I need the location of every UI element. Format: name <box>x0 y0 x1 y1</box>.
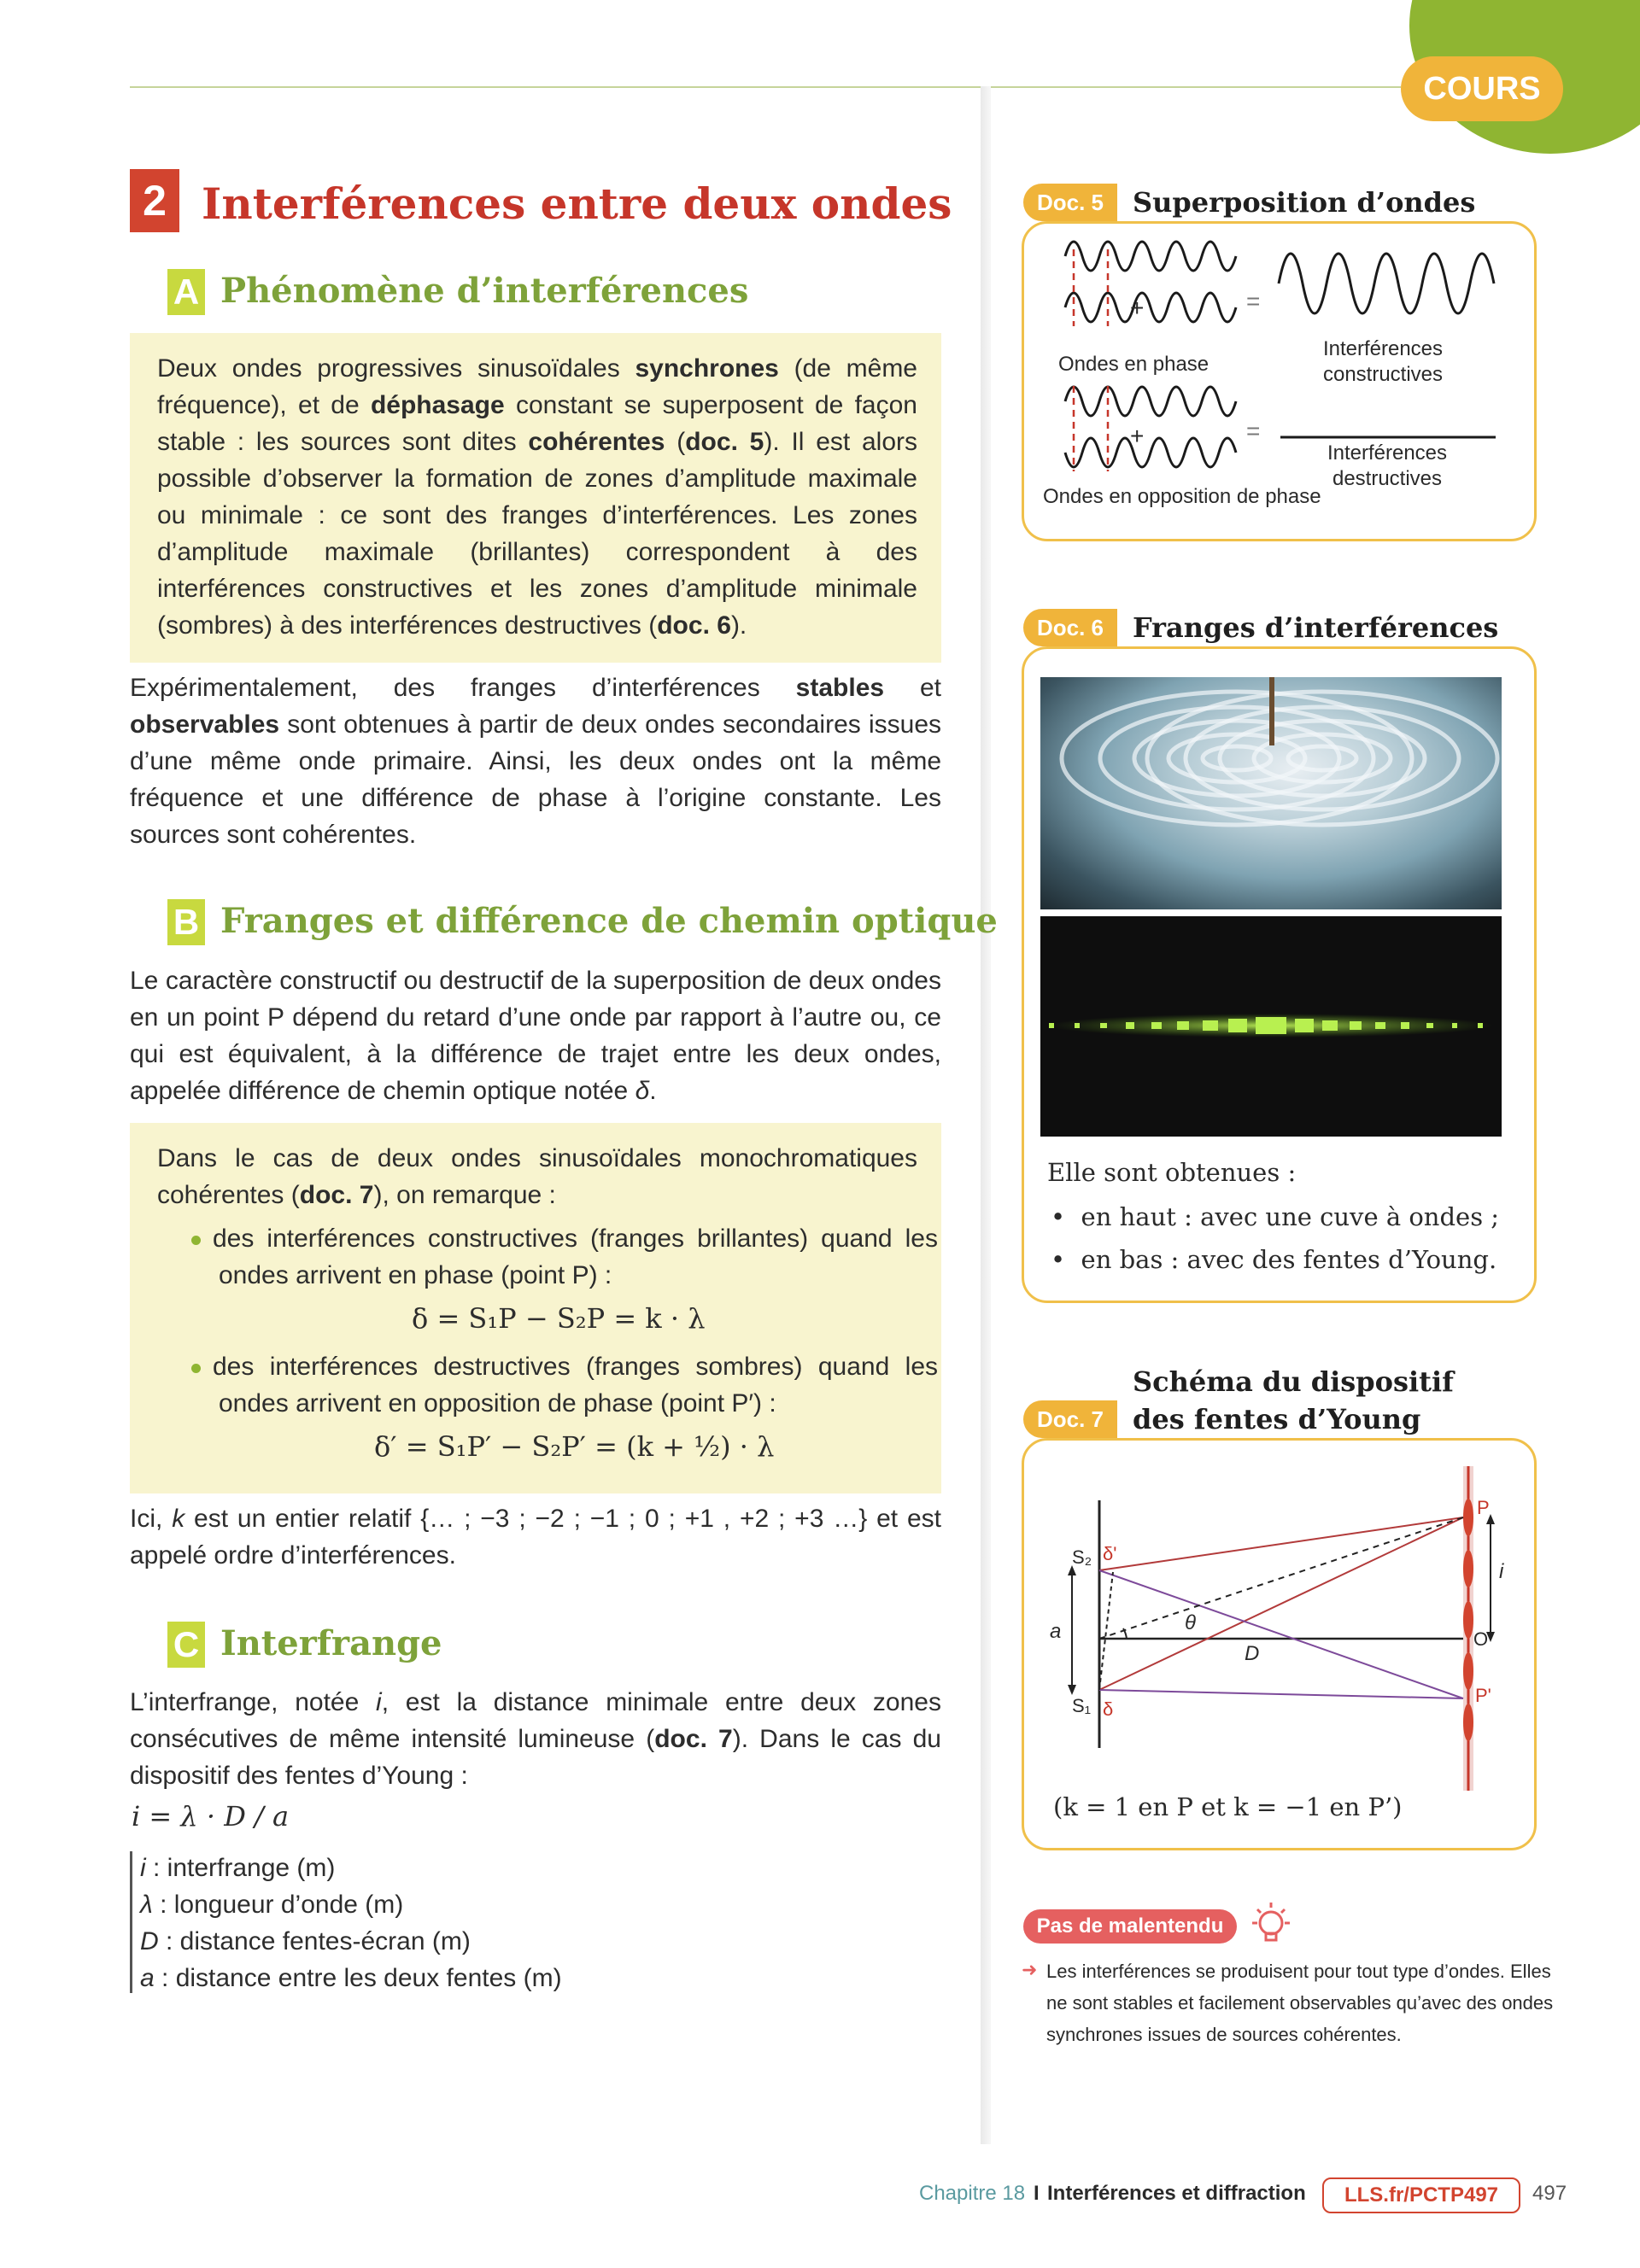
box-b-intro: Dans le cas de deux ondes sinusoïdales monochromatiques cohérentes (doc. 7), on remarque : <box>157 1144 917 1209</box>
footer-chapter: Chapitre 18 <box>919 2182 1026 2205</box>
doc7-title-line1: Schéma du dispositif <box>1133 1365 1454 1398</box>
equals-sign-1: = <box>1246 288 1261 314</box>
label-delta-prime: δ' <box>1103 1543 1117 1564</box>
formula-constructive: δ = S₁P − S₂P = k · λ <box>412 1302 706 1335</box>
doc7-title-line2: des fentes d’Young <box>1133 1403 1421 1435</box>
malentendu-text: Les interférences se produisent pour tout type d’ondes. Elles ne sont stables et facilement observables qu’avec des ondes synchrones issues de sources cohérentes. <box>1046 1961 1554 2045</box>
footer-title: Interférences et diffraction <box>1047 2182 1306 2205</box>
wave-opposed-1 <box>1065 387 1236 416</box>
paragraph-c: L’interfrange, notée i, est la distance minimale entre deux zones consécutives de même intensité lumineuse (doc. 7). Dans le cas du dispositif des fentes d’Young : <box>130 1688 941 1790</box>
doc6-tag: Doc. 6 <box>1023 609 1117 646</box>
wave-phase-1 <box>1065 242 1236 271</box>
label-p: P <box>1477 1497 1490 1518</box>
label-theta: θ <box>1185 1611 1197 1634</box>
equals-sign-2: = <box>1246 418 1261 444</box>
doc6-item-top: • en haut : avec une cuve à ondes ; <box>1051 1202 1500 1231</box>
doc6-item-bottom: • en bas : avec des fentes d’Young. <box>1051 1245 1497 1274</box>
section-number: 2 <box>130 169 179 232</box>
variable-i: i : interfrange (m) <box>140 1854 336 1882</box>
bullet-destructive: des interférences destructives (franges sombres) quand les ondes arrivent en opposition de phase (point P′) : <box>198 1348 938 1422</box>
wave-constructive <box>1279 254 1494 313</box>
definition-text-a: Deux ondes progressives sinusoïdales synchrones (de même fréquence), et de déphasage constant se superposent de façon stable : les sources sont dites cohérentes (doc. 5). Il est alors possible d’observer la formation de zones d’amplitude maximale ou minimale : ce sont des franges d’interférences. Les zones d’amplitude maximale (brillantes) correspondent à des interférences constructives et les zones d’amplitude minimale (sombres) à des interférences destructives (doc. 6). <box>157 354 917 640</box>
footer-separator: I <box>1034 2182 1040 2205</box>
subsection-letter-b: B <box>167 899 205 945</box>
doc6-title: Franges d’interférences <box>1133 611 1499 644</box>
doc6-caption: Elle sont obtenues : <box>1047 1158 1297 1187</box>
subsection-title-c: Interfrange <box>220 1623 442 1663</box>
label-s1: S₁ <box>1072 1695 1092 1716</box>
variable-d: D : distance fentes-écran (m) <box>140 1927 471 1955</box>
section-title: Interférences entre deux ondes <box>202 178 952 229</box>
variable-lambda: λ : longueur d’onde (m) <box>140 1891 404 1919</box>
definition-box-a <box>130 333 941 663</box>
page-number: 497 <box>1532 2182 1567 2205</box>
paragraph-order: Ici, k est un entier relatif {… ; −3 ; −2 ; −1 ; 0 ; +1 , +2 ; +3 …} et est appelé ordre d’interférences. <box>130 1505 941 1569</box>
top-rule <box>130 86 1401 88</box>
doc7-caption: (k = 1 en P et k = −1 en P’) <box>1053 1792 1403 1821</box>
footer-link[interactable]: LLS.fr/PCTP497 <box>1322 2177 1520 2213</box>
label-d: D <box>1245 1642 1260 1665</box>
young-fringes-photo <box>1040 916 1502 1137</box>
formula-destructive: δ′ = S₁P′ − S₂P′ = (k + ½) · λ <box>374 1430 775 1463</box>
plus-sign-2: + <box>1130 423 1145 449</box>
malentendu-tag: Pas de malentendu <box>1023 1909 1237 1944</box>
subsection-title-b: Franges et différence de chemin optique <box>220 901 998 941</box>
cours-badge: COURS <box>1401 56 1563 121</box>
formula-interfrange: i = λ · D / a <box>132 1800 290 1833</box>
subsection-letter-a: A <box>167 269 205 315</box>
label-i: i <box>1499 1560 1504 1583</box>
subsection-title-a: Phénomène d’interférences <box>220 271 749 311</box>
doc7-tag: Doc. 7 <box>1023 1400 1117 1438</box>
paragraph-a: Expérimentalement, des franges d’interférences stables et observables sont obtenues à partir de deux ondes secondaires issues d’une même onde primaire. Ainsi, les deux ondes ont la même fréquence et une différence de phase à l’origine constante. Les sources sont cohérentes. <box>130 674 941 849</box>
label-opposition: Ondes en opposition de phase <box>1043 485 1321 508</box>
bullet-constructive: des interférences constructives (franges brillantes) quand les ondes arrivent en phase (point P) : <box>198 1220 938 1294</box>
young-slits-diagram <box>1024 1441 1534 1848</box>
label-delta: δ <box>1103 1698 1114 1720</box>
label-ondes-en-phase: Ondes en phase <box>1058 353 1210 376</box>
subsection-letter-c: C <box>167 1622 205 1668</box>
label-destructive: Interférences destructives <box>1327 441 1448 490</box>
ripple-tank-photo <box>1040 677 1502 909</box>
label-s2: S₂ <box>1072 1546 1092 1568</box>
lightbulb-icon <box>1247 1901 1295 1949</box>
label-o: O <box>1473 1628 1489 1650</box>
doc5-title: Superposition d’ondes <box>1133 186 1476 219</box>
definition-box-b <box>130 1123 941 1493</box>
doc5-frame <box>1022 221 1537 541</box>
plus-sign-1: + <box>1130 295 1145 321</box>
doc7-frame <box>1022 1438 1537 1850</box>
doc5-tag: Doc. 5 <box>1023 184 1117 221</box>
label-a: a <box>1050 1620 1062 1643</box>
label-constructive: Interférences constructives <box>1322 337 1444 386</box>
arrow-icon: ➜ <box>1022 1959 1038 1980</box>
variables-list <box>140 1850 562 1996</box>
paragraph-b: Le caractère constructif ou destructif de la superposition de deux ondes en un point P dépend du retard d’une onde par rapport à l’autre ou, ce qui est équivalent, à la différence de trajet entre les deux ondes, appelée différence de chemin optique notée δ. <box>130 967 941 1105</box>
variables-bar <box>130 1851 132 1993</box>
wave-phase-2 <box>1065 293 1236 322</box>
wave-opposed-2 <box>1065 438 1236 467</box>
label-p-prime: P' <box>1475 1685 1491 1706</box>
column-separator <box>981 86 991 2144</box>
variable-a: a : distance entre les deux fentes (m) <box>140 1964 562 1992</box>
